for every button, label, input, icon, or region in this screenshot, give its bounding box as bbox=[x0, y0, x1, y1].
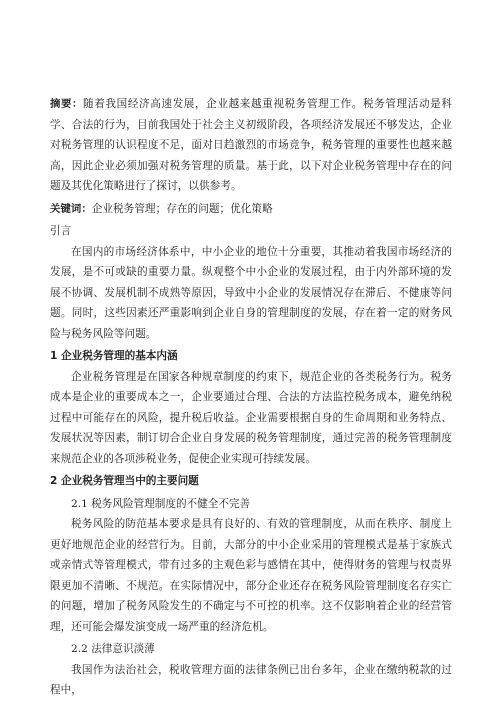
abstract-text: 随着我国经济高速发展，企业越来越重视税务管理工作。税务管理活动是科学、合法的行为，目前我国处于社会主义初级阶段，各项经济发展还不够发达，企业对税务管理的认识程度不足，面对日趋激烈的市场竞争，税务管理的重要性也越来越高，因此企业必须加强对税务管理的质量。基于此，以下对企业税务管理中存在的问题及其优化策略进行了探讨，以供参考。 bbox=[50, 98, 452, 192]
abstract-label: 摘要： bbox=[50, 98, 83, 110]
document-page bbox=[50, 92, 452, 701]
intro-paragraph: 在国内的市场经济体系中，中小企业的地位十分重要，其推动着我国市场经济的发展，是不可或缺的重要力量。纵观整个中小企业的发展过程，由于内外部环境的发展不协调、发展机制不成熟等原因，导致中小企业的发展情况存在滞后、不健康等问题。同时，这些因素还严重影响到企业自身的管理制度的发展，存在着一定的财务风险与税务风险等问题。 bbox=[50, 245, 452, 340]
section2-2-heading: 2.2 法律意识淡薄 bbox=[71, 643, 155, 655]
keywords-label: 关键词： bbox=[50, 202, 92, 215]
abstract-paragraph bbox=[50, 94, 452, 197]
section2-1-paragraph: 税务风险的防范基本要求是具有良好的、有效的管理制度，从而在秩序、制度上更好地规范企业的经营行为。目前，大部分的中小企业采用的管理模式是基于家族式或亲情式等管理模式，带有过多的主观色彩与感情在其中，使得财务的管理与权责界限更加不清晰、不规范。在实际情况中，部分企业还存在税务风险管理制度名存实亡的问题，增加了税务风险发生的不确定与不可控的机率。这不仅影响着企业的经营管理，还可能会爆发演变成一场严重的经济危机。 bbox=[50, 518, 452, 633]
keywords-text: 企业税务管理；存在的问题；优化策略 bbox=[91, 202, 273, 215]
section2-heading: 2 企业税务管理当中的主要问题 bbox=[50, 475, 199, 487]
section1-paragraph: 企业税务管理是在国家各种规章制度的约束下，规范企业的各类税务行为。税务成本是企业的重要成本之一，企业要通过合理、合法的方法监控税务成本，避免纳税过程中可能存在的风险，提升税后收益。企业需要根据自身的生命周期和业务特点、发展状况等因素，制订切合企业自身发展的税务管理制度，通过完善的税务管理制度来规范企业的各项涉税业务，促使企业实现可持续发展。 bbox=[50, 370, 452, 465]
section2-2-paragraph: 我国作为法治社会，税收管理方面的法律条例已出台多年，企业在缴纳税款的过程中， bbox=[50, 663, 452, 696]
section2-1-heading: 2.1 税务风险管理制度的不健全不完善 bbox=[71, 497, 251, 510]
intro-heading: 引言 bbox=[50, 225, 72, 237]
section1-heading: 1 企业税务管理的基本内涵 bbox=[50, 350, 178, 362]
keywords-paragraph bbox=[50, 199, 452, 220]
